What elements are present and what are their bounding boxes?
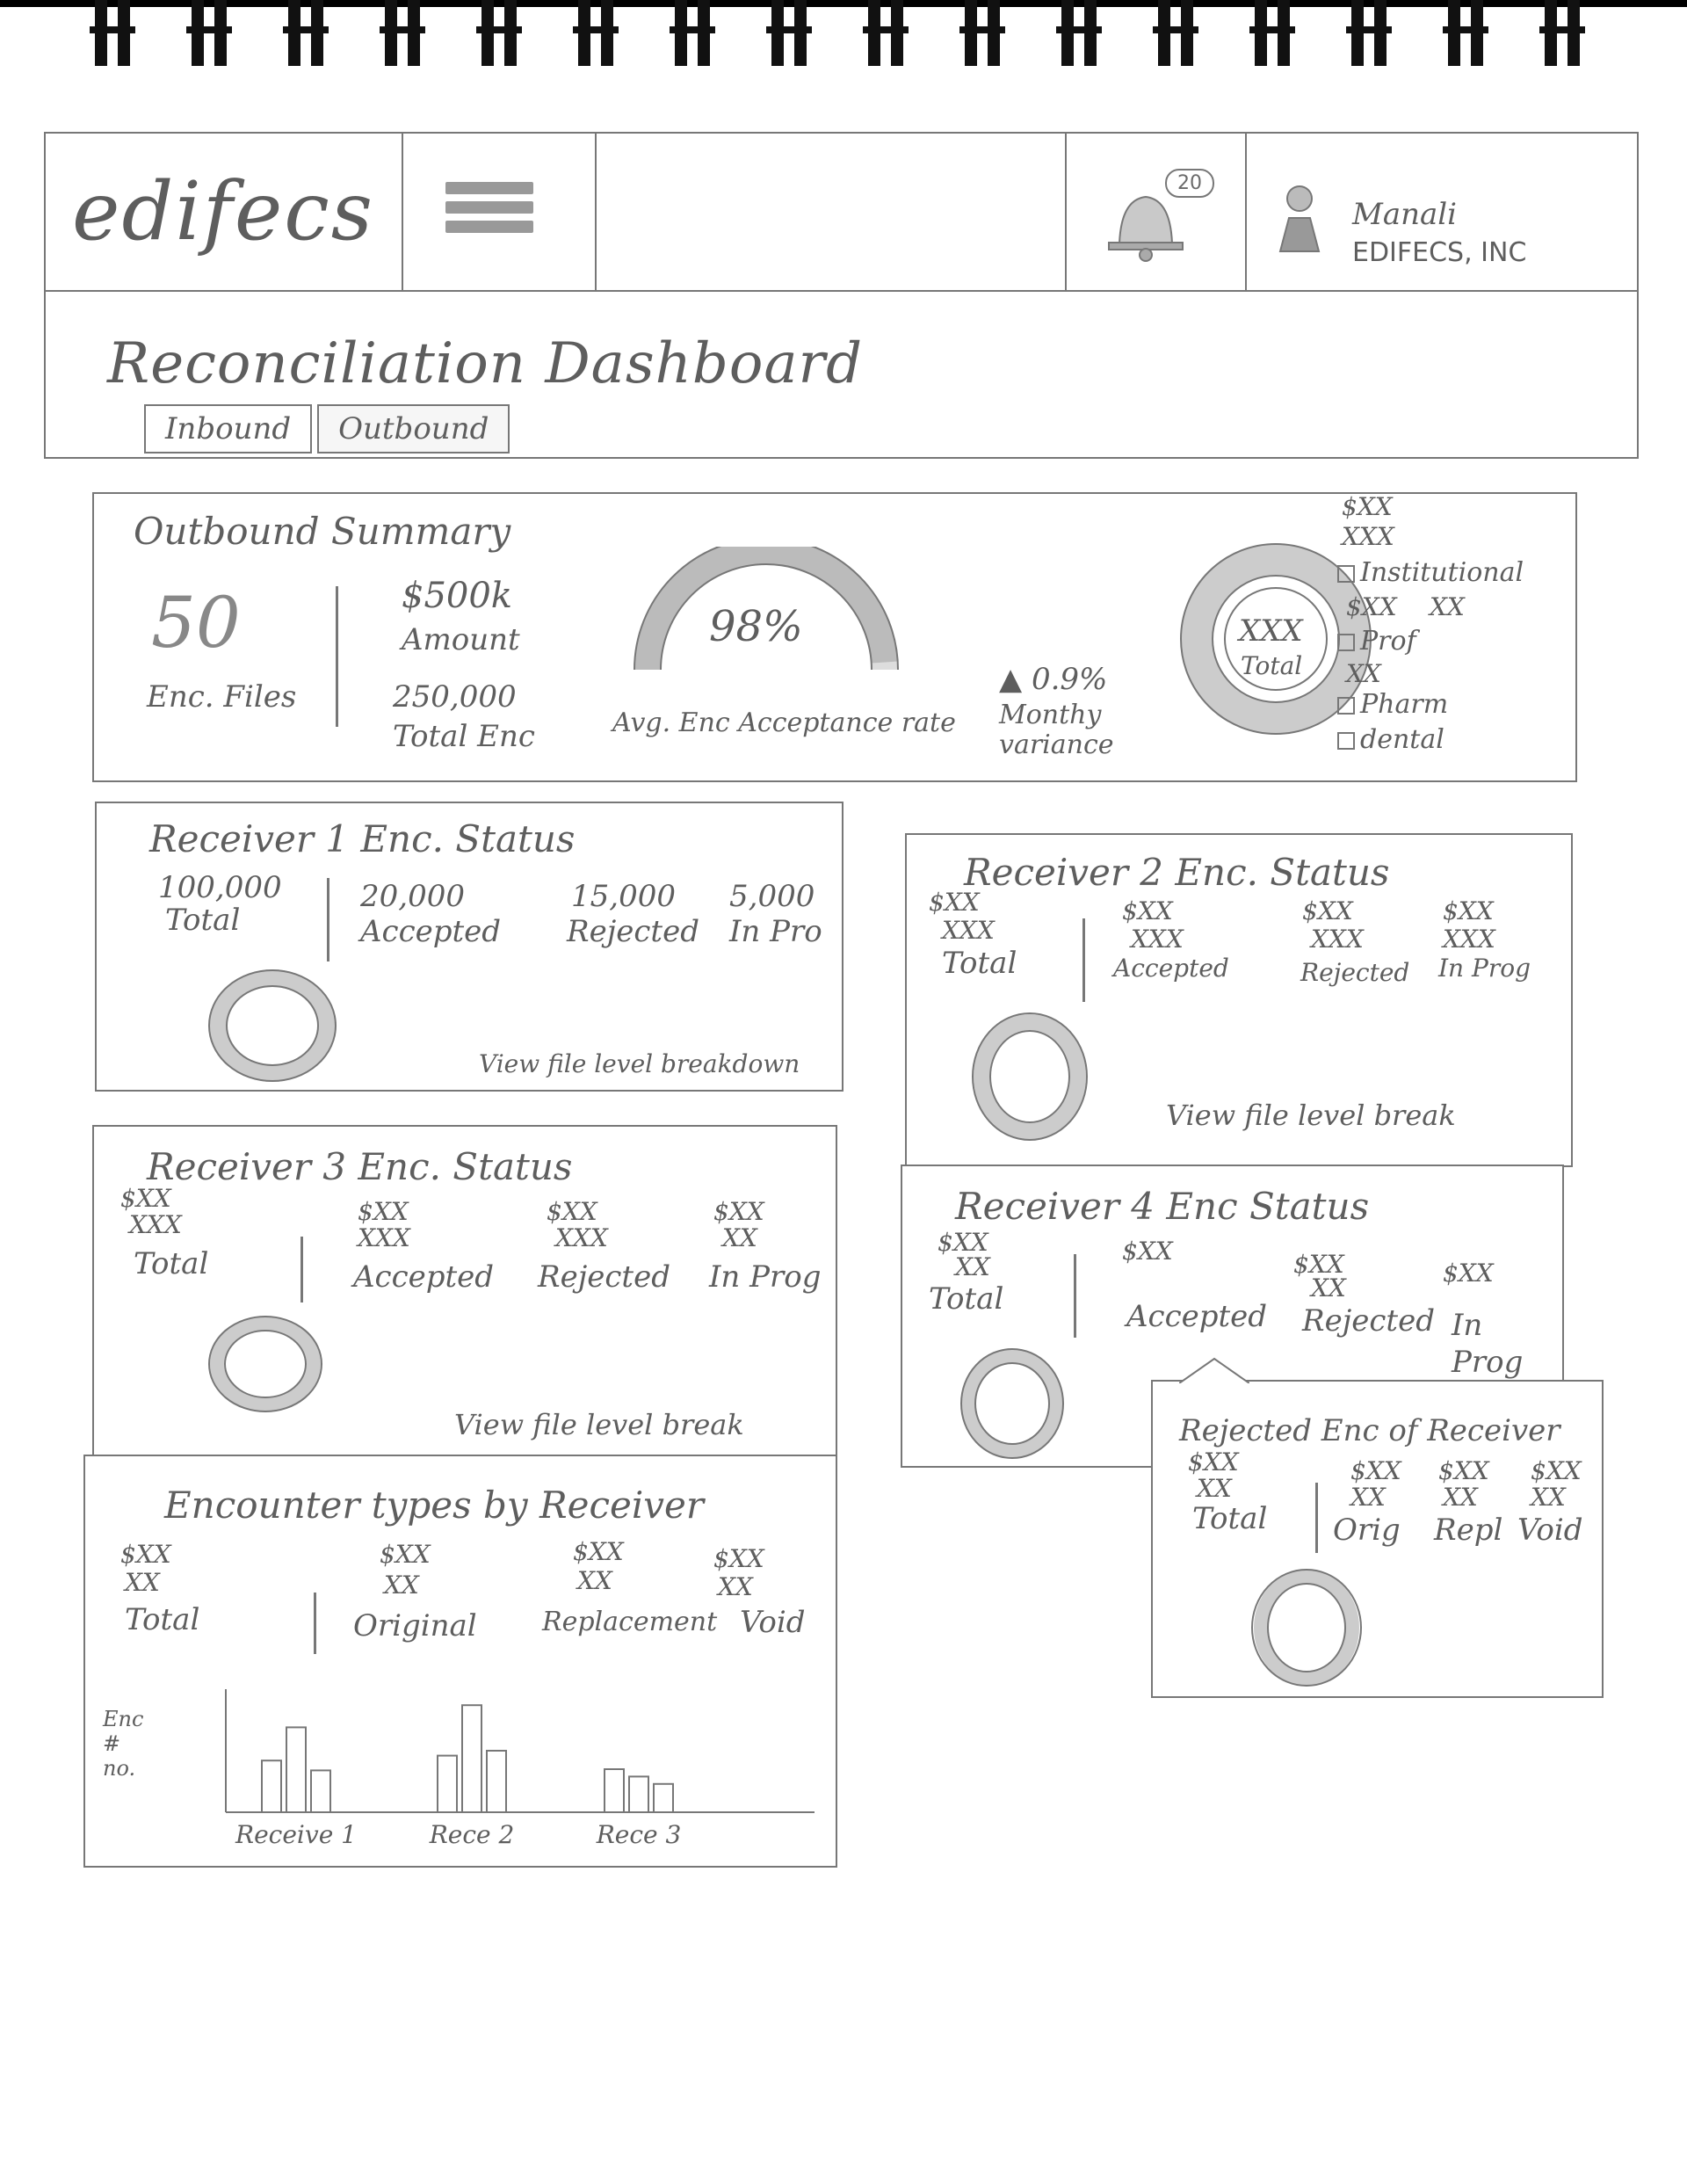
receiver2-rejected-label: Rejected [1300, 958, 1410, 987]
binding-ring [959, 26, 1005, 33]
divider [1315, 1483, 1318, 1553]
x-tick-label: Rece 3 [596, 1820, 682, 1849]
x-tick-label: Receive 1 [235, 1820, 357, 1849]
notifications-cell [1067, 134, 1247, 290]
receiver3-rejected-count: XXX [555, 1223, 608, 1252]
receiver3-accepted-label: Accepted [353, 1259, 495, 1295]
divider [300, 1237, 303, 1302]
receiver1-breakdown-link[interactable]: View file level breakdown [479, 1049, 800, 1078]
legend-institutional-count: XXX [1342, 522, 1394, 551]
bar-original-2[interactable] [438, 1756, 457, 1812]
hamburger-menu-icon[interactable] [445, 182, 533, 235]
receiver3-title: Receiver 3 Enc. Status [147, 1145, 573, 1188]
receiver3-card [92, 1125, 837, 1463]
bar-void-1[interactable] [311, 1770, 330, 1812]
user-avatar-icon[interactable] [1273, 179, 1326, 258]
enc-files-value: 50 [151, 582, 241, 664]
enc-files-label: Enc. Files [147, 679, 297, 715]
binding-ring [573, 26, 619, 33]
receiver4-rejected-label[interactable]: Rejected [1302, 1303, 1435, 1339]
encounter-bar-chart [164, 1680, 832, 1856]
receiver2-card [905, 833, 1573, 1167]
menu-cell [403, 134, 597, 290]
receiver4-total-count: XX [955, 1252, 990, 1281]
bar-void-3[interactable] [654, 1784, 673, 1812]
receiver1-accepted-label: Accepted [360, 914, 502, 949]
popover-repl-amount: $XX [1438, 1456, 1489, 1485]
receiver3-rejected-label: Rejected [538, 1259, 670, 1295]
receiver3-total-amount: $XX [120, 1184, 171, 1213]
legend-prof-count: XX [1430, 592, 1465, 621]
popover-void-count: XX [1531, 1483, 1566, 1512]
receiver4-title: Receiver 4 Enc Status [955, 1185, 1370, 1228]
amount-label: Amount [402, 622, 520, 657]
receiver2-title: Receiver 2 Enc. Status [964, 851, 1390, 894]
receiver1-donut[interactable] [206, 969, 338, 1083]
total-enc-label: Total Enc [393, 719, 535, 754]
receiver2-total-label: Total [942, 946, 1017, 981]
binding-ring [1346, 26, 1392, 33]
receiver1-rejected-value: 15,000 [571, 879, 676, 914]
receiver1-total-label: Total [165, 903, 241, 938]
divider [327, 878, 329, 961]
donut-center-value: XXX [1239, 613, 1303, 649]
x-tick-label: Rece 2 [429, 1820, 515, 1849]
binding-ring [1539, 26, 1585, 33]
app-header [44, 132, 1639, 292]
binding-ring [380, 26, 425, 33]
encounter-replacement-count: XX [577, 1566, 612, 1595]
receiver1-rejected-label: Rejected [567, 914, 699, 949]
encounter-original-count: XX [384, 1571, 419, 1600]
encounter-original-amount: $XX [380, 1540, 431, 1569]
receiver2-accepted-count: XXX [1131, 925, 1184, 954]
receiver3-rejected-amount: $XX [547, 1197, 597, 1226]
receiver1-total-value: 100,000 [158, 870, 282, 905]
tab-bar [144, 404, 510, 453]
receiver4-inprog-amount: $XX [1443, 1259, 1494, 1288]
notification-badge: 20 [1165, 169, 1214, 198]
receiver4-total-amount: $XX [938, 1228, 988, 1257]
logo-cell [46, 134, 403, 290]
user-info [1352, 195, 1526, 272]
popover-orig-label: Orig [1333, 1513, 1401, 1548]
legend-pharm[interactable]: Pharm [1337, 689, 1448, 720]
binding-ring [1443, 26, 1488, 33]
encounter-total-count: XX [125, 1568, 160, 1597]
popover-orig-count: XX [1350, 1483, 1386, 1512]
encounter-total-label: Total [125, 1602, 200, 1637]
receiver2-breakdown-link[interactable]: View file level break [1166, 1099, 1456, 1132]
receiver1-accepted-value: 20,000 [360, 879, 465, 914]
chart-ylabel: Enc # no. [103, 1707, 144, 1781]
summary-title: Outbound Summary [134, 510, 511, 553]
receiver3-accepted-count: XXX [358, 1223, 410, 1252]
receiver2-inprog-count: XXX [1443, 925, 1495, 954]
app-logo[interactable]: edifecs [72, 164, 374, 258]
popover-title: Rejected Enc of Receiver [1179, 1413, 1560, 1448]
encounter-replacement-amount: $XX [573, 1537, 624, 1566]
binding-ring [670, 26, 715, 33]
bar-replacement-1[interactable] [286, 1727, 306, 1812]
binding-ring [1249, 26, 1295, 33]
receiver3-total-label: Total [134, 1246, 209, 1281]
encounter-types-card [83, 1455, 837, 1868]
bar-original-3[interactable] [605, 1769, 624, 1812]
binding-ring [863, 26, 909, 33]
binding-ring [186, 26, 232, 33]
popover-donut[interactable] [1245, 1566, 1368, 1689]
receiver1-inpro-value: 5,000 [729, 879, 815, 914]
popover-total-label: Total [1192, 1501, 1268, 1536]
receiver3-breakdown-link[interactable]: View file level break [454, 1408, 744, 1441]
binding-ring [476, 26, 522, 33]
receiver4-inprog-label: In Prog [1452, 1308, 1524, 1380]
receiver2-rejected-count: XXX [1311, 925, 1364, 954]
receiver3-donut[interactable] [204, 1311, 327, 1417]
receiver4-donut[interactable] [955, 1346, 1069, 1461]
encounter-types-title: Encounter types by Receiver [164, 1484, 704, 1527]
receiver4-rejected-count: XX [1311, 1273, 1346, 1302]
popover-total-amount: $XX [1188, 1448, 1239, 1477]
legend-institutional[interactable]: Institutional [1337, 557, 1524, 588]
bar-replacement-2[interactable] [462, 1705, 481, 1812]
bar-void-2[interactable] [487, 1751, 506, 1812]
receiver2-accepted-amount: $XX [1122, 896, 1173, 925]
encounter-original-label: Original [353, 1608, 477, 1643]
user-org: EDIFECS, INC [1352, 237, 1527, 268]
user-cell[interactable] [1247, 134, 1637, 290]
receiver3-inprog-count: XX [722, 1223, 757, 1252]
rejected-popover [1151, 1380, 1604, 1698]
receiver4-rejected-amount: $XX [1293, 1250, 1344, 1279]
gauge-label: Avg. Enc Acceptance rate [612, 707, 956, 738]
receiver2-donut[interactable] [968, 1011, 1091, 1143]
popover-repl-count: XX [1443, 1483, 1478, 1512]
receiver3-inprog-amount: $XX [713, 1197, 764, 1226]
receiver2-accepted-label: Accepted [1113, 954, 1229, 983]
encounter-replacement-label: Replacement [542, 1607, 718, 1637]
variance-label: Monthy variance [999, 700, 1114, 760]
receiver2-rejected-amount: $XX [1302, 896, 1353, 925]
legend-institutional-amount: $XX [1342, 492, 1393, 521]
legend-pharm-count: XX [1346, 659, 1381, 688]
encounter-void-label: Void [740, 1605, 806, 1640]
encounter-void-amount: $XX [713, 1544, 764, 1573]
receiver3-accepted-amount: $XX [358, 1197, 409, 1226]
popover-repl-label: Repl [1434, 1513, 1503, 1548]
binding-ring [1056, 26, 1102, 33]
user-name: Manali [1352, 197, 1457, 232]
encounter-total-amount: $XX [120, 1540, 171, 1569]
receiver2-inprog-label: In Prog [1438, 954, 1531, 983]
variance-value: ▲ 0.9% [999, 662, 1108, 697]
receiver3-total-count: XXX [129, 1210, 182, 1239]
header-spacer [597, 134, 1067, 290]
tab-outbound[interactable]: Outbound [317, 404, 510, 453]
binding-ring [90, 26, 135, 33]
popover-arrow [1179, 1357, 1249, 1383]
page-title: Reconciliation Dashboard [107, 331, 864, 396]
legend-prof[interactable]: Prof [1337, 626, 1416, 657]
donut-center-label: Total [1241, 651, 1303, 680]
divider [1082, 918, 1085, 1002]
divider [336, 586, 338, 727]
receiver1-inpro-label: In Pro [729, 914, 822, 949]
receiver2-total-amount: $XX [929, 888, 980, 917]
divider [314, 1593, 316, 1654]
receiver1-card [95, 802, 844, 1092]
binding-ring [1153, 26, 1198, 33]
binding-ring [283, 26, 329, 33]
legend-prof-amount: $XX [1346, 592, 1397, 621]
receiver1-title: Receiver 1 Enc. Status [149, 817, 576, 860]
outbound-summary-card [92, 492, 1577, 782]
receiver4-accepted-amount: $XX [1122, 1237, 1173, 1266]
tab-inbound[interactable]: Inbound [144, 404, 312, 453]
spiral-binding [0, 0, 1687, 97]
popover-total-count: XX [1197, 1474, 1232, 1503]
receiver4-accepted-label: Accepted [1126, 1299, 1268, 1334]
total-enc-value: 250,000 [393, 679, 517, 715]
receiver3-inprog-label: In Prog [709, 1259, 822, 1295]
popover-void-amount: $XX [1531, 1456, 1582, 1485]
amount-value: $500k [402, 576, 513, 616]
bar-original-1[interactable] [262, 1760, 281, 1812]
title-area [44, 292, 1639, 459]
binding-ring [766, 26, 812, 33]
encounter-void-count: XX [718, 1572, 753, 1601]
receiver2-total-count: XXX [942, 916, 995, 945]
gauge-value: 98% [709, 602, 803, 651]
popover-void-label: Void [1517, 1513, 1583, 1548]
receiver2-inprog-amount: $XX [1443, 896, 1494, 925]
divider [1074, 1254, 1076, 1338]
bar-replacement-3[interactable] [629, 1776, 648, 1812]
legend-dental[interactable]: dental [1337, 724, 1444, 755]
popover-orig-amount: $XX [1350, 1456, 1401, 1485]
receiver4-total-label: Total [929, 1281, 1004, 1317]
